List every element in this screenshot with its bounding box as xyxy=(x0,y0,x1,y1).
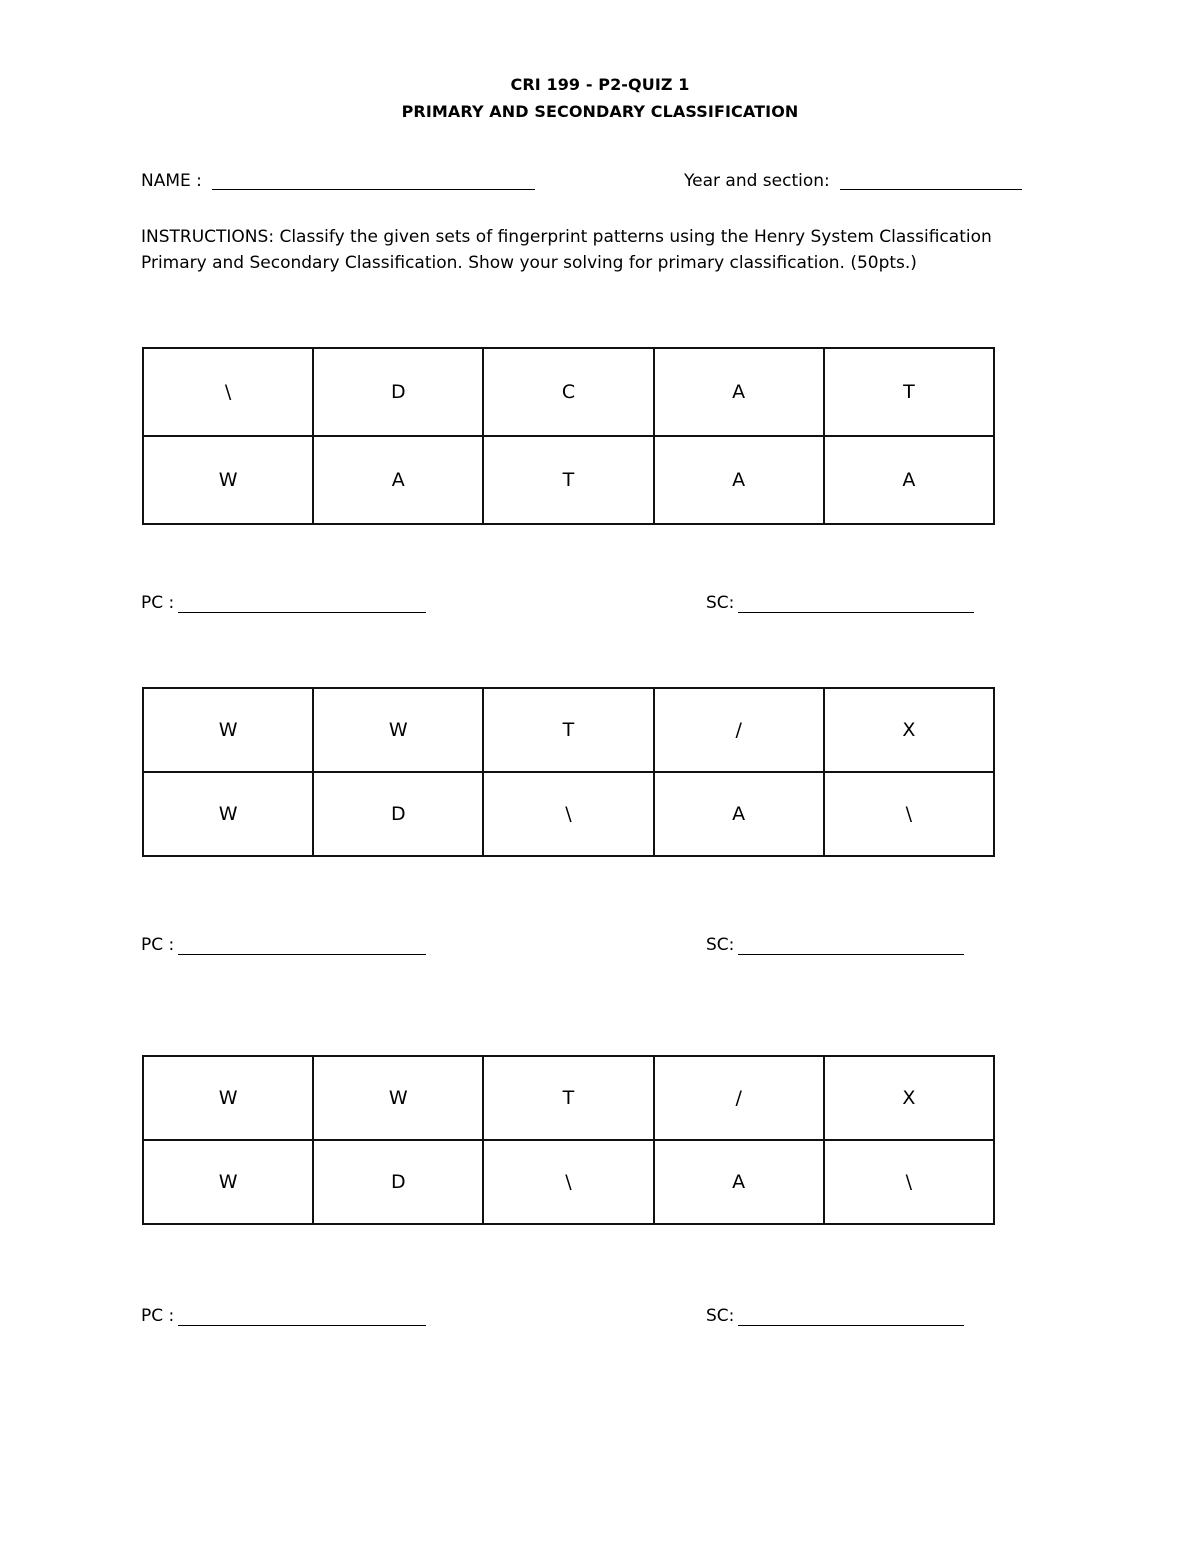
pattern-cell: / xyxy=(654,1056,824,1140)
pattern-cell: / xyxy=(654,688,824,772)
name-label: NAME : xyxy=(141,171,202,191)
pc-label-1: PC : xyxy=(141,593,175,613)
pc-answer-line-2[interactable] xyxy=(178,954,426,955)
quiz-subtitle: PRIMARY AND SECONDARY CLASSIFICATION xyxy=(401,102,799,121)
pattern-cell: C xyxy=(483,348,653,436)
pc-label-2: PC : xyxy=(141,935,175,955)
pattern-cell: W xyxy=(313,1056,483,1140)
table-row xyxy=(143,1056,994,1140)
instructions-line-2: Primary and Secondary Classification. Show your solving for primary classification. (50pts.) xyxy=(141,253,917,273)
sc-label-2: SC: xyxy=(706,935,735,955)
pattern-cell: W xyxy=(143,436,313,524)
table-row xyxy=(143,1140,994,1224)
sc-label-3: SC: xyxy=(706,1306,735,1326)
pattern-cell: A xyxy=(313,436,483,524)
year-section-label: Year and section: xyxy=(684,171,830,191)
pattern-cell: A xyxy=(824,436,994,524)
table-row xyxy=(143,436,994,524)
pc-answer-line-3[interactable] xyxy=(178,1325,426,1326)
year-section-field-line[interactable] xyxy=(840,189,1022,190)
quiz-title: CRI 199 - P2-QUIZ 1 xyxy=(510,75,690,94)
pc-label-3: PC : xyxy=(141,1306,175,1326)
pattern-cell: T xyxy=(483,436,653,524)
instructions-line-1: INSTRUCTIONS: Classify the given sets of fingerprint patterns using the Henry System Classification xyxy=(141,227,992,247)
pattern-cell: \ xyxy=(143,348,313,436)
sc-answer-line-1[interactable] xyxy=(738,612,974,613)
pattern-cell: A xyxy=(654,436,824,524)
table-row xyxy=(143,688,994,772)
instructions xyxy=(141,224,1041,276)
table-row xyxy=(143,348,994,436)
pattern-cell: \ xyxy=(483,772,653,856)
pattern-cell: W xyxy=(143,688,313,772)
pattern-cell: X xyxy=(824,1056,994,1140)
pattern-cell: T xyxy=(483,1056,653,1140)
sc-answer-line-3[interactable] xyxy=(738,1325,964,1326)
pattern-cell: D xyxy=(313,772,483,856)
pattern-cell: \ xyxy=(824,1140,994,1224)
pc-answer-line-1[interactable] xyxy=(178,612,426,613)
pattern-cell: D xyxy=(313,1140,483,1224)
pattern-cell: W xyxy=(313,688,483,772)
table-row xyxy=(143,772,994,856)
pattern-cell: A xyxy=(654,1140,824,1224)
fingerprint-table-1 xyxy=(142,347,995,525)
fingerprint-table-2 xyxy=(142,687,995,857)
sc-label-1: SC: xyxy=(706,593,735,613)
pattern-cell: X xyxy=(824,688,994,772)
pattern-cell: W xyxy=(143,1140,313,1224)
sc-answer-line-2[interactable] xyxy=(738,954,964,955)
pattern-cell: \ xyxy=(483,1140,653,1224)
pattern-cell: D xyxy=(313,348,483,436)
fingerprint-table-3 xyxy=(142,1055,995,1225)
pattern-cell: T xyxy=(483,688,653,772)
pattern-cell: W xyxy=(143,1056,313,1140)
pattern-cell: A xyxy=(654,772,824,856)
pattern-cell: \ xyxy=(824,772,994,856)
name-field-line[interactable] xyxy=(212,189,535,190)
pattern-cell: W xyxy=(143,772,313,856)
pattern-cell: A xyxy=(654,348,824,436)
pattern-cell: T xyxy=(824,348,994,436)
